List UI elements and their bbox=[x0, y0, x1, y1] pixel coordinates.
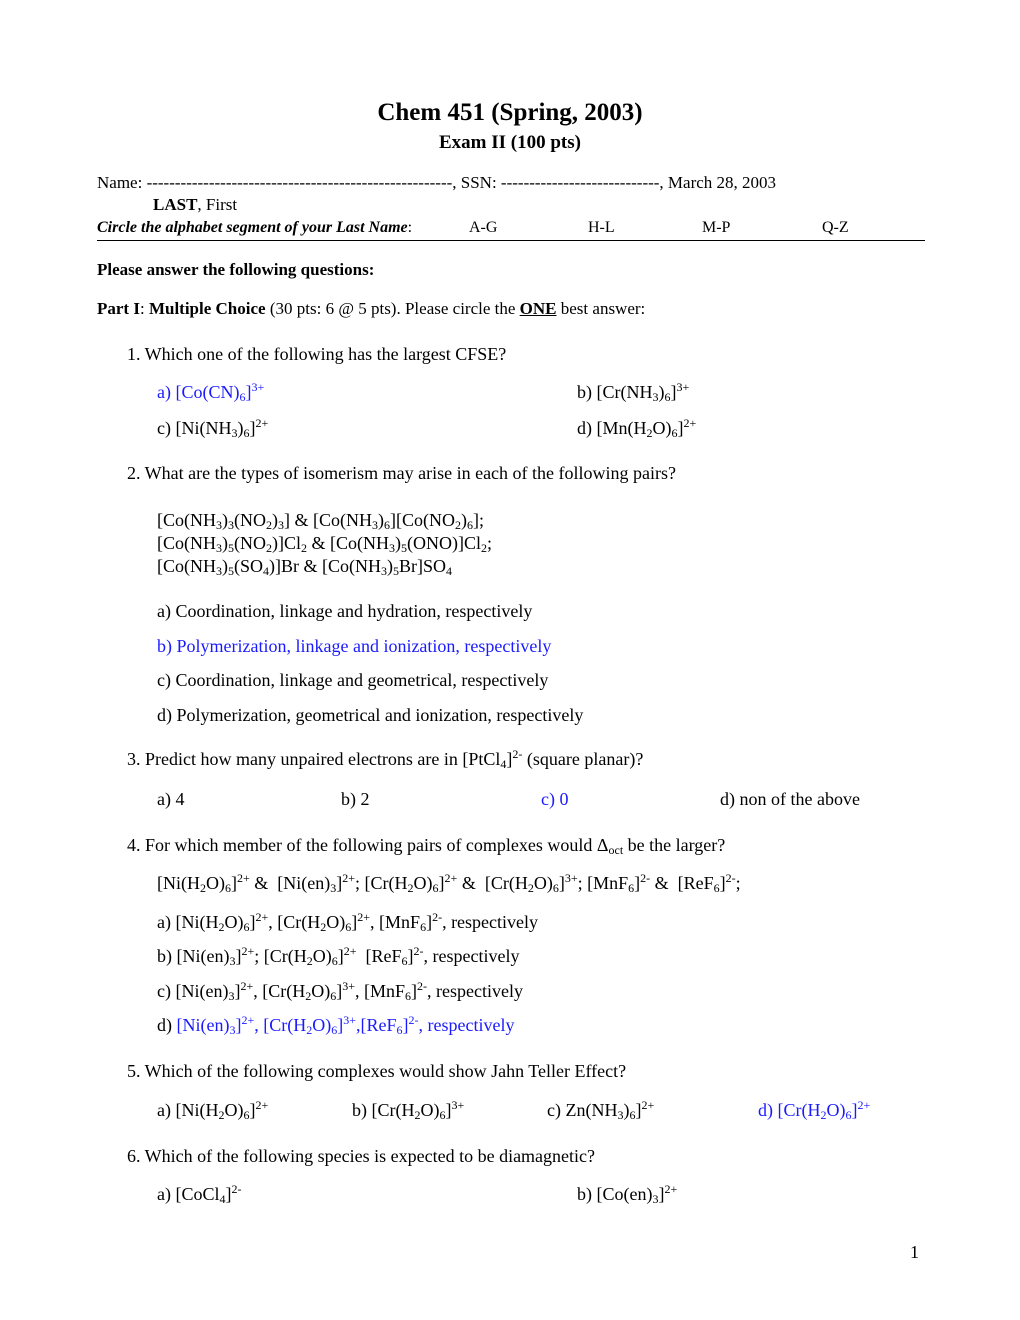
q5-text: 5. Which of the following complexes would show Jahn Teller Effect? bbox=[127, 1061, 627, 1081]
name-line: Name: ------------------------------------------------------, SSN: ----------------------------, March 28, 2003 bbox=[97, 173, 777, 192]
q2-pair-2: $[Co(NH_3)_5(NO_2)]Cl_2$ & $[Co(NH_3)_5(ONO)]Cl_2$; bbox=[157, 533, 493, 555]
q1-option-d[interactable]: d) $[Mn(H_2O)_6]^{2+}$ bbox=[577, 416, 697, 440]
q5-option-b[interactable]: b) $[Cr(H_2O)_6]^{3+}$ bbox=[352, 1098, 465, 1122]
q2-option-b[interactable]: b) Polymerization, linkage and ionization, respectively bbox=[157, 636, 552, 656]
circle-colon: : bbox=[407, 219, 413, 236]
q4-option-a[interactable]: a) $[Ni(H_2O)_6]^{2+}$, $[Cr(H_2O)_6]^{2+}$, $[MnF_6]^{2-}$, respectively bbox=[157, 910, 539, 934]
segment-a-g[interactable]: A-G bbox=[469, 219, 498, 236]
last-label: LAST bbox=[153, 195, 198, 214]
q1-option-a[interactable]: a) $[Co(CN)_6]^{3+}$ bbox=[157, 380, 265, 404]
delta-symbol: Δ bbox=[596, 835, 609, 855]
q5-option-c[interactable]: c) $Zn(NH_3)_6]^{2+}$ bbox=[547, 1098, 655, 1122]
first-label: , First bbox=[197, 195, 238, 214]
segment-q-z[interactable]: Q-Z bbox=[822, 219, 849, 236]
q4-text: 4. For which member of the following pairs of complexes would $\Delta_{oct}$ be the larger? bbox=[127, 835, 726, 857]
q1-text: 1. Which one of the following has the largest CFSE? bbox=[127, 344, 507, 364]
q3-text: 3. Predict how many unpaired electrons are in [PtCl$_4$]$^{2-}$ (square planar)? bbox=[127, 747, 644, 771]
q1-option-b[interactable]: b) $[Cr(NH_3)_6]^{3+}$ bbox=[577, 380, 690, 404]
q6-text: 6. Which of the following species is expected to be diamagnetic? bbox=[127, 1146, 596, 1166]
q4-option-c[interactable]: c) $[Ni(en)_3]^{2+}$, $[Cr(H_2O)_6]^{3+}$, $[MnF_6]^{2-}$, respectively bbox=[157, 979, 524, 1003]
instructions: Please answer the following questions: bbox=[97, 260, 375, 279]
circle-label: Circle the alphabet segment of your Last Name bbox=[97, 219, 408, 236]
q1-option-c[interactable]: c) $[Ni(NH_3)_6]^{2+}$ bbox=[157, 416, 269, 440]
segment-h-l[interactable]: H-L bbox=[588, 219, 615, 236]
q4-option-b[interactable]: b) $[Ni(en)_3]^{2+}$; $[Cr(H_2O)_6]^{2+}$ $[ReF_6]^{2-}$, respectively bbox=[157, 944, 520, 968]
q3-option-c[interactable]: c) 0 bbox=[541, 789, 569, 809]
part1-heading: Part I: Multiple Choice (30 pts: 6 @ 5 pts). Please circle the ONE best answer: bbox=[97, 299, 646, 318]
q5-option-d[interactable]: d) $[Cr(H_2O)_6]^{2+}$ bbox=[758, 1098, 871, 1122]
q2-text: 2. What are the types of isomerism may arise in each of the following pairs? bbox=[127, 463, 676, 483]
segment-m-p[interactable]: M-P bbox=[702, 219, 731, 236]
q4-option-d[interactable]: d) $[Ni(en)_3]^{2+}$, $[Cr(H_2O)_6]^{3+},[ReF_6]^{2-}$, respectively bbox=[157, 1013, 515, 1037]
q3-option-d[interactable]: d) non of the above bbox=[720, 789, 860, 809]
header-divider bbox=[97, 240, 925, 241]
last-first-hint bbox=[153, 196, 237, 213]
page-title: Chem 451 (Spring, 2003) bbox=[377, 99, 643, 126]
q2-option-a[interactable]: a) Coordination, linkage and hydration, respectively bbox=[157, 601, 533, 621]
q5-option-a[interactable]: a) $[Ni(H_2O)_6]^{2+}$ bbox=[157, 1098, 269, 1122]
q2-pair-3: $[Co(NH_3)_5(SO_4)]Br$ & $[Co(NH_3)_5Br]SO_4$ bbox=[157, 556, 453, 578]
circle-instruction bbox=[97, 220, 412, 236]
q6-option-b[interactable]: b) $[Co(en)_3]^{2+}$ bbox=[577, 1182, 678, 1206]
page-number: 1 bbox=[910, 1242, 919, 1262]
q2-option-d[interactable]: d) Polymerization, geometrical and ionization, respectively bbox=[157, 705, 584, 725]
q2-pair-1: $[Co(NH_3)_3(NO_2)_3]$ & $[Co(NH_3)_6][Co(NO_2)_6]$; bbox=[157, 510, 484, 532]
q3-option-b[interactable]: b) 2 bbox=[341, 789, 370, 809]
page-subtitle: Exam II (100 pts) bbox=[439, 132, 581, 153]
q2-option-c[interactable]: c) Coordination, linkage and geometrical, respectively bbox=[157, 670, 549, 690]
q4-pairs: $[Ni(H_2O)_6]^{2+}$ & $[Ni(en)_3]^{2+}$; $[Cr(H_2O)_6]^{2+}$ & $[Cr(H_2O)_6]^{3+}$; $[MnF_6]^{2-}$ & $[ReF_6]^{2-}$; bbox=[157, 871, 741, 895]
q6-option-a[interactable]: a) [CoCl$_4$]$^{2-}$ bbox=[157, 1182, 242, 1206]
q3-option-a[interactable]: a) 4 bbox=[157, 789, 185, 809]
